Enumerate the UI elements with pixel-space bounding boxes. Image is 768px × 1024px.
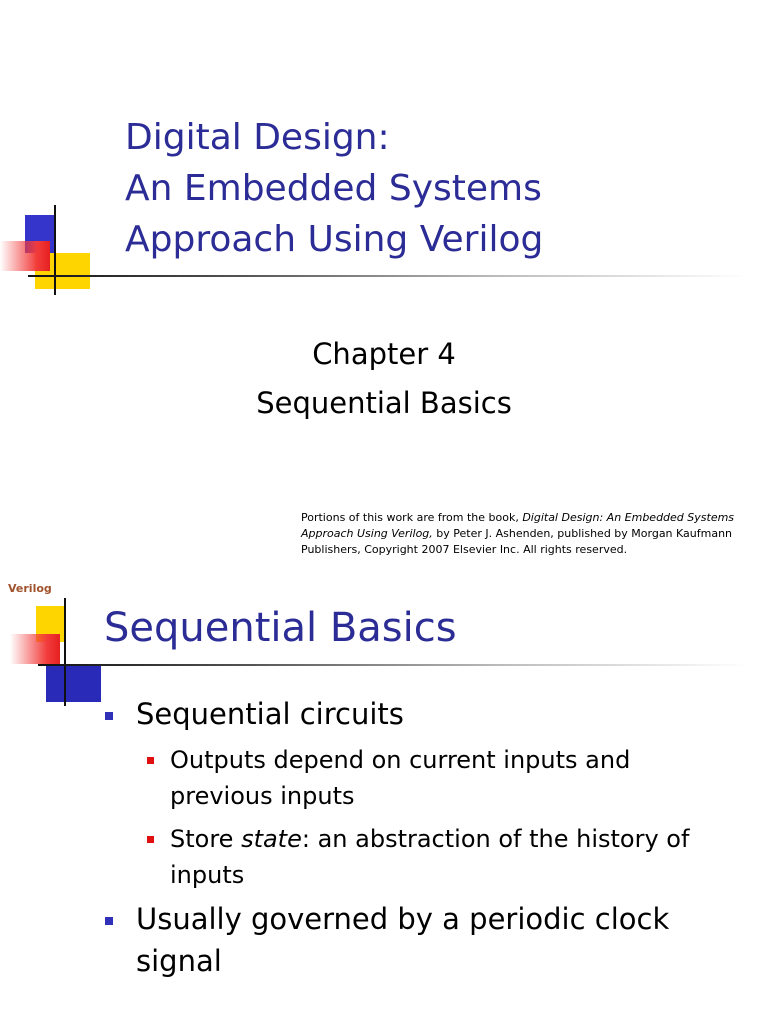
presentation-title bbox=[125, 112, 543, 265]
title-divider-line bbox=[28, 275, 748, 277]
credit-book-title: Digital Design: An Embedded Systems Approach Using Verilog, bbox=[301, 511, 735, 540]
sub-bullet-line-1 bbox=[170, 821, 689, 857]
credit-suffix: by Peter J. Ashenden, published by Morgan Kaufmann Publishers, Copyright 2007 Elsevier Inc. All rights reserved. bbox=[301, 527, 733, 556]
logo-vertical-line bbox=[54, 205, 56, 295]
bullet-square-icon bbox=[147, 757, 154, 764]
chapter-number: Chapter 4 bbox=[312, 337, 456, 371]
sub-bullet-emphasis: state bbox=[241, 825, 302, 853]
logo-vertical-line bbox=[64, 598, 66, 706]
logo-blue-square bbox=[46, 664, 101, 702]
logo-red-bar bbox=[0, 241, 50, 271]
logo-red-bar bbox=[10, 634, 60, 664]
sub-bullet-line-2: inputs bbox=[170, 861, 245, 889]
copyright-notice bbox=[301, 510, 751, 558]
slide-logo-graphic bbox=[0, 205, 100, 295]
bullet-square-icon bbox=[105, 917, 113, 925]
slide-title: Sequential Basics bbox=[104, 605, 457, 651]
bullet-text: Sequential circuits bbox=[136, 697, 404, 731]
sub-bullet-after: : an abstraction of the history of bbox=[301, 825, 690, 853]
content-slide bbox=[0, 576, 768, 1024]
title-line-2: An Embedded Systems bbox=[125, 168, 542, 209]
slide-logo-graphic bbox=[0, 598, 100, 688]
title-line-3: Approach Using Verilog bbox=[125, 219, 544, 260]
bullet-line-2: signal bbox=[136, 944, 222, 978]
bullet-square-icon bbox=[105, 712, 113, 720]
chapter-name: Sequential Basics bbox=[256, 386, 512, 420]
chapter-subtitle bbox=[0, 330, 768, 428]
bullet-line-1: Usually governed by a periodic clock bbox=[136, 902, 670, 936]
title-line-1: Digital Design: bbox=[125, 117, 390, 158]
title-divider-line bbox=[38, 664, 748, 666]
sub-bullet-line-2: previous inputs bbox=[170, 782, 355, 810]
bullet-square-icon bbox=[147, 836, 154, 843]
header-tag: Verilog bbox=[8, 582, 52, 595]
credit-prefix: Portions of this work are from the book, bbox=[301, 511, 523, 524]
sub-bullet-line-1: Outputs depend on current inputs and bbox=[170, 746, 631, 774]
sub-bullet-before: Store bbox=[170, 825, 242, 853]
